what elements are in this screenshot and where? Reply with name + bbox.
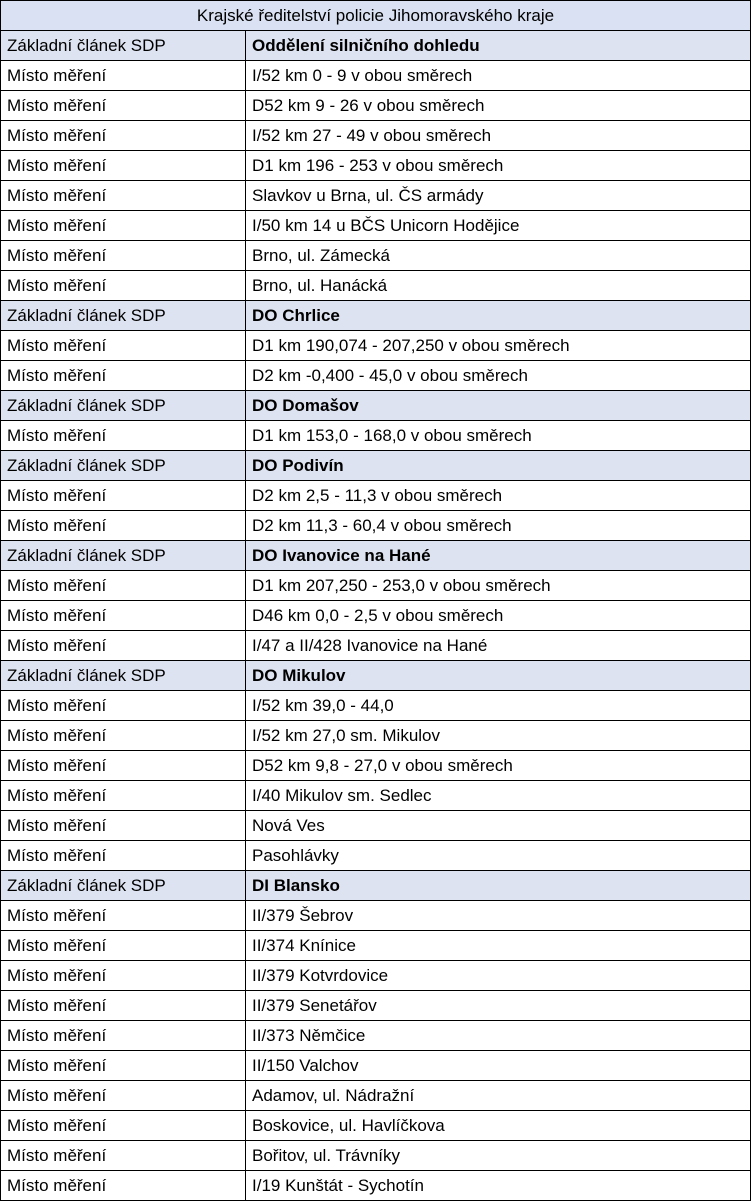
table-row — [1, 1141, 751, 1171]
row-label-cell[interactable]: Místo měření — [1, 1141, 246, 1171]
table-row — [1, 361, 751, 391]
location-cell[interactable]: Adamov, ul. Nádražní — [246, 1081, 751, 1111]
row-label-cell[interactable]: Místo měření — [1, 721, 246, 751]
row-label-cell[interactable]: Místo měření — [1, 331, 246, 361]
row-label-cell[interactable]: Místo měření — [1, 991, 246, 1021]
row-label-cell[interactable]: Místo měření — [1, 751, 246, 781]
table-row — [1, 121, 751, 151]
row-label-cell[interactable]: Místo měření — [1, 571, 246, 601]
row-label-cell[interactable]: Místo měření — [1, 421, 246, 451]
location-cell[interactable]: I/52 km 0 - 9 v obou směrech — [246, 61, 751, 91]
title-row — [1, 1, 751, 31]
location-cell[interactable]: Pasohlávky — [246, 841, 751, 871]
table-row — [1, 1081, 751, 1111]
row-label-cell[interactable]: Místo měření — [1, 1051, 246, 1081]
table-row — [1, 91, 751, 121]
location-cell[interactable]: D1 km 190,074 - 207,250 v obou směrech — [246, 331, 751, 361]
table-row — [1, 631, 751, 661]
row-label-cell[interactable]: Místo měření — [1, 841, 246, 871]
table-row — [1, 511, 751, 541]
location-cell[interactable]: D1 km 196 - 253 v obou směrech — [246, 151, 751, 181]
row-label-cell[interactable]: Místo měření — [1, 601, 246, 631]
table-row — [1, 781, 751, 811]
row-label-cell[interactable]: Místo měření — [1, 61, 246, 91]
section-label-cell[interactable]: Základní článek SDP — [1, 301, 246, 331]
location-cell[interactable]: Brno, ul. Hanácká — [246, 271, 751, 301]
table-row — [1, 1051, 751, 1081]
table-row — [1, 721, 751, 751]
location-cell[interactable]: I/52 km 27 - 49 v obou směrech — [246, 121, 751, 151]
section-header-row — [1, 31, 751, 61]
table-row — [1, 931, 751, 961]
section-header-row — [1, 301, 751, 331]
row-label-cell[interactable]: Místo měření — [1, 1111, 246, 1141]
section-label-cell[interactable]: Základní článek SDP — [1, 541, 246, 571]
row-label-cell[interactable]: Místo měření — [1, 1171, 246, 1201]
section-name-cell[interactable]: DI Blansko — [246, 871, 751, 901]
table-row — [1, 481, 751, 511]
table-row — [1, 331, 751, 361]
section-header-row — [1, 391, 751, 421]
row-label-cell[interactable]: Místo měření — [1, 931, 246, 961]
section-name-cell[interactable]: DO Podivín — [246, 451, 751, 481]
section-name-cell[interactable]: Oddělení silničního dohledu — [246, 31, 751, 61]
table-row — [1, 151, 751, 181]
location-cell[interactable]: II/379 Senetářov — [246, 991, 751, 1021]
row-label-cell[interactable]: Místo měření — [1, 151, 246, 181]
row-label-cell[interactable]: Místo měření — [1, 211, 246, 241]
location-cell[interactable]: I/47 a II/428 Ivanovice na Hané — [246, 631, 751, 661]
row-label-cell[interactable]: Místo měření — [1, 1081, 246, 1111]
row-label-cell[interactable]: Místo měření — [1, 361, 246, 391]
table-row — [1, 1111, 751, 1141]
row-label-cell[interactable]: Místo měření — [1, 181, 246, 211]
location-cell[interactable]: I/52 km 27,0 sm. Mikulov — [246, 721, 751, 751]
table-row — [1, 961, 751, 991]
section-label-cell[interactable]: Základní článek SDP — [1, 871, 246, 901]
table-row — [1, 1021, 751, 1051]
section-header-row — [1, 541, 751, 571]
row-label-cell[interactable]: Místo měření — [1, 1021, 246, 1051]
location-cell[interactable]: I/52 km 39,0 - 44,0 — [246, 691, 751, 721]
row-label-cell[interactable]: Místo měření — [1, 121, 246, 151]
location-cell[interactable]: Brno, ul. Zámecká — [246, 241, 751, 271]
table-title[interactable]: Krajské ředitelství policie Jihomoravského kraje — [1, 1, 751, 31]
table-row — [1, 1171, 751, 1201]
table-row — [1, 901, 751, 931]
location-cell[interactable]: D52 km 9 - 26 v obou směrech — [246, 91, 751, 121]
row-label-cell[interactable]: Místo měření — [1, 481, 246, 511]
table-row — [1, 211, 751, 241]
table-row — [1, 601, 751, 631]
row-label-cell[interactable]: Místo měření — [1, 691, 246, 721]
location-cell[interactable]: D46 km 0,0 - 2,5 v obou směrech — [246, 601, 751, 631]
location-cell[interactable]: Boskovice, ul. Havlíčkova — [246, 1111, 751, 1141]
table-row — [1, 691, 751, 721]
location-cell[interactable]: D52 km 9,8 - 27,0 v obou směrech — [246, 751, 751, 781]
row-label-cell[interactable]: Místo měření — [1, 631, 246, 661]
location-cell[interactable]: D2 km 2,5 - 11,3 v obou směrech — [246, 481, 751, 511]
location-cell[interactable]: Nová Ves — [246, 811, 751, 841]
location-cell[interactable]: II/373 Němčice — [246, 1021, 751, 1051]
table-row — [1, 751, 751, 781]
location-cell[interactable]: D1 km 207,250 - 253,0 v obou směrech — [246, 571, 751, 601]
table-row — [1, 811, 751, 841]
location-cell[interactable]: Bořitov, ul. Trávníky — [246, 1141, 751, 1171]
table-row — [1, 271, 751, 301]
table-row — [1, 421, 751, 451]
row-label-cell[interactable]: Místo měření — [1, 961, 246, 991]
row-label-cell[interactable]: Místo měření — [1, 811, 246, 841]
table-row — [1, 241, 751, 271]
table-row — [1, 61, 751, 91]
location-cell[interactable]: I/50 km 14 u BČS Unicorn Hodějice — [246, 211, 751, 241]
location-cell[interactable]: D2 km 11,3 - 60,4 v obou směrech — [246, 511, 751, 541]
section-label-cell[interactable]: Základní článek SDP — [1, 451, 246, 481]
row-label-cell[interactable]: Místo měření — [1, 781, 246, 811]
section-name-cell[interactable]: DO Chrlice — [246, 301, 751, 331]
section-header-row — [1, 661, 751, 691]
location-cell[interactable]: II/150 Valchov — [246, 1051, 751, 1081]
location-cell[interactable]: D1 km 153,0 - 168,0 v obou směrech — [246, 421, 751, 451]
table-row — [1, 991, 751, 1021]
row-label-cell[interactable]: Místo měření — [1, 271, 246, 301]
location-cell[interactable]: I/19 Kunštát - Sychotín — [246, 1171, 751, 1201]
section-name-cell[interactable]: DO Mikulov — [246, 661, 751, 691]
section-name-cell[interactable]: DO Domašov — [246, 391, 751, 421]
location-cell[interactable]: I/40 Mikulov sm. Sedlec — [246, 781, 751, 811]
section-label-cell[interactable]: Základní článek SDP — [1, 31, 246, 61]
table-body — [1, 1, 751, 1201]
section-label-cell[interactable]: Základní článek SDP — [1, 391, 246, 421]
table-row — [1, 181, 751, 211]
row-label-cell[interactable]: Místo měření — [1, 511, 246, 541]
location-cell[interactable]: II/379 Šebrov — [246, 901, 751, 931]
section-header-row — [1, 451, 751, 481]
location-cell[interactable]: II/379 Kotvrdovice — [246, 961, 751, 991]
location-cell[interactable]: D2 km -0,400 - 45,0 v obou směrech — [246, 361, 751, 391]
section-header-row — [1, 871, 751, 901]
row-label-cell[interactable]: Místo měření — [1, 91, 246, 121]
row-label-cell[interactable]: Místo měření — [1, 241, 246, 271]
location-cell[interactable]: Slavkov u Brna, ul. ČS armády — [246, 181, 751, 211]
table-row — [1, 571, 751, 601]
table-row — [1, 841, 751, 871]
location-cell[interactable]: II/374 Knínice — [246, 931, 751, 961]
row-label-cell[interactable]: Místo měření — [1, 901, 246, 931]
section-name-cell[interactable]: DO Ivanovice na Hané — [246, 541, 751, 571]
section-label-cell[interactable]: Základní článek SDP — [1, 661, 246, 691]
